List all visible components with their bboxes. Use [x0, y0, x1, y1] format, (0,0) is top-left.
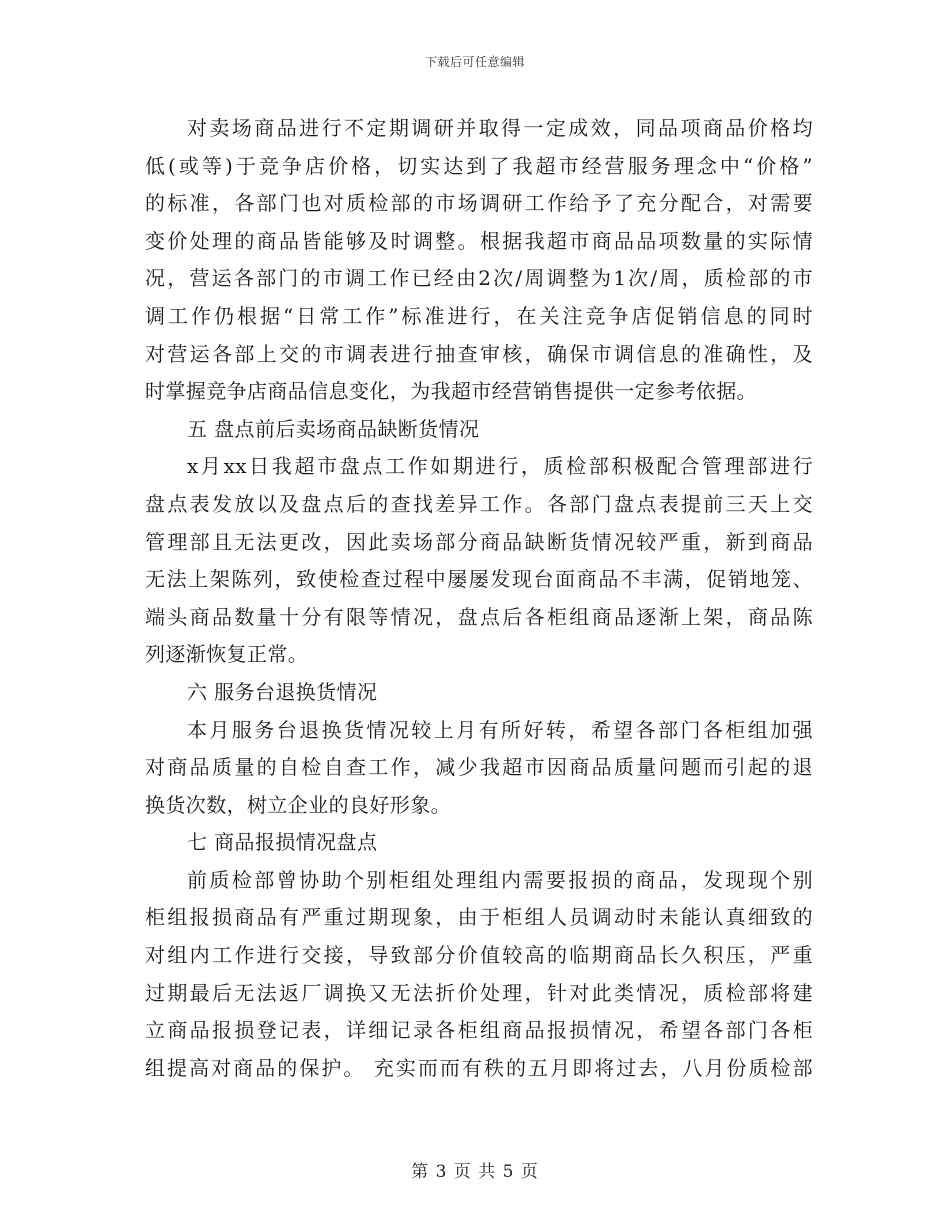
text-line: 对卖场商品进行不定期调研并取得一定成效，同品项商品价格均 — [187, 116, 813, 140]
text-line: 无法上架陈列，致使检查过程中屡屡发现台面商品不丰满，促销地笼、 — [145, 567, 813, 592]
section-heading: 七 商品报损情况盘点 — [187, 830, 378, 855]
text-line: x月xx日我超市盘点工作如期进行，质检部积极配合管理部进行 — [187, 454, 813, 479]
text-line: 对商品质量的自检自查工作，减少我超市因商品质量问题而引起的退 — [145, 755, 813, 780]
text-line: 换货次数，树立企业的良好形象。 — [145, 792, 451, 817]
text-line: 立商品报损登记表，详细记录各柜组商品报损情况，希望各部门各柜 — [145, 1018, 813, 1043]
text-line: 管理部且无法更改，因此卖场部分商品缺断货情况较严重，新到商品 — [145, 529, 813, 554]
paragraph — [145, 862, 813, 1088]
text-line: 对组内工作进行交接，导致部分价值较高的临期商品长久积压，严重 — [145, 943, 813, 968]
section-heading: 六 服务台退换货情况 — [187, 679, 378, 704]
text-line: 变价处理的商品皆能够及时调整。根据我超市商品品项数量的实际情 — [145, 228, 813, 253]
text-line: 盘点表发放以及盘点后的查找差异工作。各部门盘点表提前三天上交 — [145, 491, 813, 516]
text-line: 前质检部曾协助个别柜组处理组内需要报损的商品，发现现个别 — [187, 867, 813, 892]
page-footer: 第 3 页 共 5 页 — [411, 1162, 539, 1182]
text-line: 本月服务台退换货情况较上月有所好转，希望各部门各柜组加强 — [187, 717, 813, 742]
text-line: 调工作仍根据“日常工作”标准进行，在关注竞争店促销信息的同时 — [145, 303, 813, 328]
page-header: 下载后可任意编辑 — [424, 55, 525, 69]
text-line: 组提高对商品的保护。 充实而而有秩的五月即将过去，八月份质检部 — [145, 1055, 813, 1080]
paragraph — [145, 448, 813, 674]
text-line: 端头商品数量十分有限等情况，盘点后各柜组商品逐渐上架，商品陈 — [145, 604, 813, 629]
text-line: 低(或等)于竞争店价格，切实达到了我超市经营服务理念中“价格” — [145, 153, 813, 178]
text-line: 的标准，各部门也对质检部的市场调研工作给予了充分配合，对需要 — [145, 191, 813, 216]
paragraph — [145, 110, 813, 411]
text-line: 过期最后无法返厂调换又无法折价处理，针对此类情况，质检部将建 — [145, 980, 813, 1005]
paragraph — [145, 712, 813, 825]
text-line: 时掌握竞争店商品信息变化，为我超市经营销售提供一定参考依据。 — [145, 379, 757, 404]
section-heading: 五 盘点前后卖场商品缺断货情况 — [187, 416, 480, 441]
document-body — [145, 110, 813, 1087]
text-line: 况，营运各部门的市调工作已经由2次/周调整为1次/周，质检部的市 — [145, 266, 813, 291]
text-line: 柜组报损商品有严重过期现象，由于柜组人员调动时未能认真细致的 — [145, 905, 813, 930]
text-line: 对营运各部上交的市调表进行抽查审核，确保市调信息的准确性，及 — [145, 341, 813, 366]
text-line: 列逐渐恢复正常。 — [145, 642, 309, 667]
